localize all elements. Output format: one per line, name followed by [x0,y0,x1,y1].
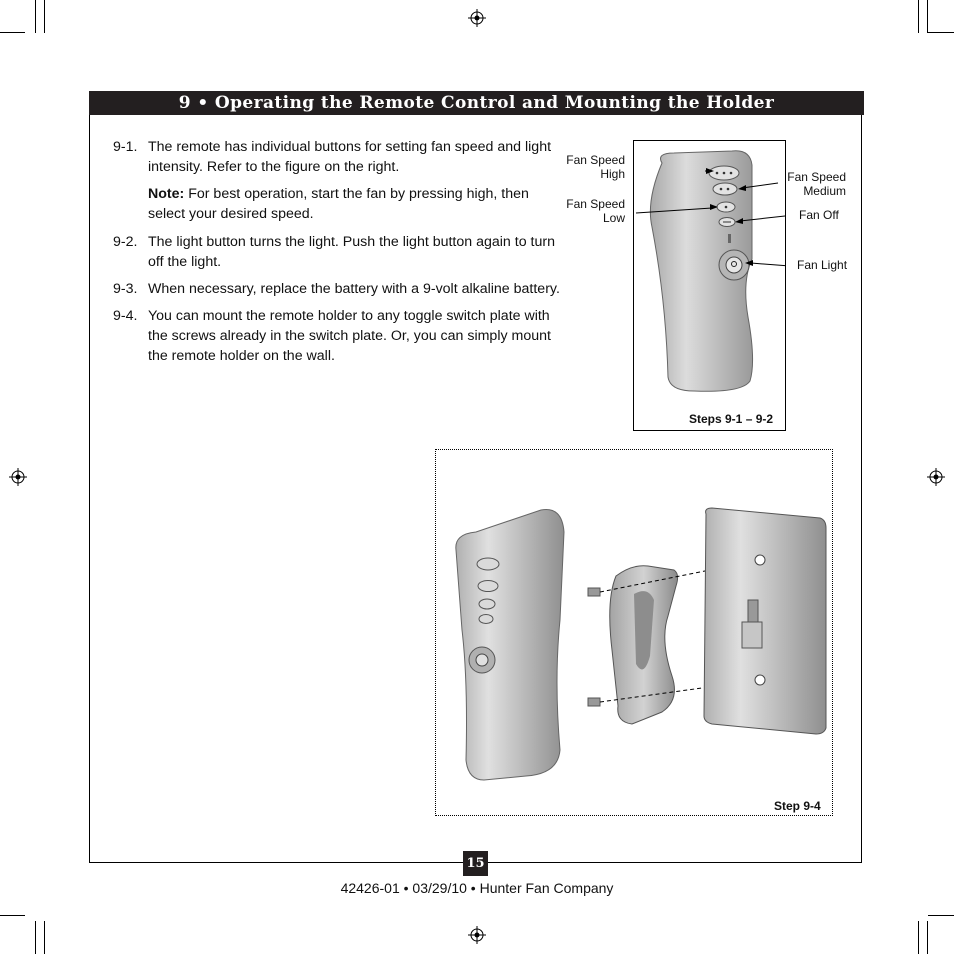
step-text: The light button turns the light. Push the light button again to turn off the light. [148,234,555,270]
crop-mark [927,0,928,33]
step-text: When necessary, replace the battery with a 9-volt alkaline battery. [148,281,560,297]
step-text: You can mount the remote holder to any toggle switch plate with the screws already in the switch plate. Or, you can simply mount the remote holder on the wall. [148,308,551,364]
step-9-1 [113,137,568,177]
footer: 42426-01 • 03/29/10 • Hunter Fan Company [340,880,614,896]
crop-mark [0,32,25,33]
crop-mark [44,0,45,33]
crop-mark [35,921,36,954]
crop-mark [918,0,919,33]
fan-light-label: Fan Light [797,258,848,272]
crop-mark [927,921,928,954]
crop-mark [44,921,45,954]
figure-caption: Steps 9-1 – 9-2 [689,412,774,426]
note-label: Note: [148,186,185,202]
page-number: 15 [463,851,488,876]
holder-mounting-illustration [436,450,832,815]
steps-list [113,137,568,373]
section-title: 9 • Operating the Remote Control and Mounting the Holder [89,91,864,115]
registration-mark-icon [9,468,27,486]
step-number: 9-2. [113,234,138,250]
step-number: 9-4. [113,308,138,324]
fan-off-label: Fan Off [799,208,839,222]
step-number: 9-3. [113,281,138,297]
remote-figure-box [633,140,786,431]
crop-mark [918,921,919,954]
crop-mark [35,0,36,33]
note [148,184,568,224]
crop-mark [928,32,954,33]
step-9-4 [113,306,568,366]
step-text: The remote has individual buttons for setting fan speed and light intensity. Refer to the figure on the right. [148,139,552,175]
figure-caption: Step 9-4 [774,799,821,813]
crop-mark [928,915,954,916]
registration-mark-icon [927,468,945,486]
note-text: For best operation, start the fan by pressing high, then select your desired speed. [148,186,529,222]
fan-speed-medium-label: Fan Speed Medium [787,170,846,198]
step-number: 9-1. [113,139,138,155]
step-9-2 [113,232,568,272]
crop-mark [0,915,25,916]
registration-mark-icon [468,926,486,944]
mounting-figure-box [435,449,833,816]
fan-speed-high-label: Fan Speed High [566,153,625,181]
registration-mark-icon [468,9,486,27]
fan-speed-low-label: Fan Speed Low [566,197,625,225]
remote-control-illustration [634,141,785,430]
step-9-3 [113,279,568,299]
